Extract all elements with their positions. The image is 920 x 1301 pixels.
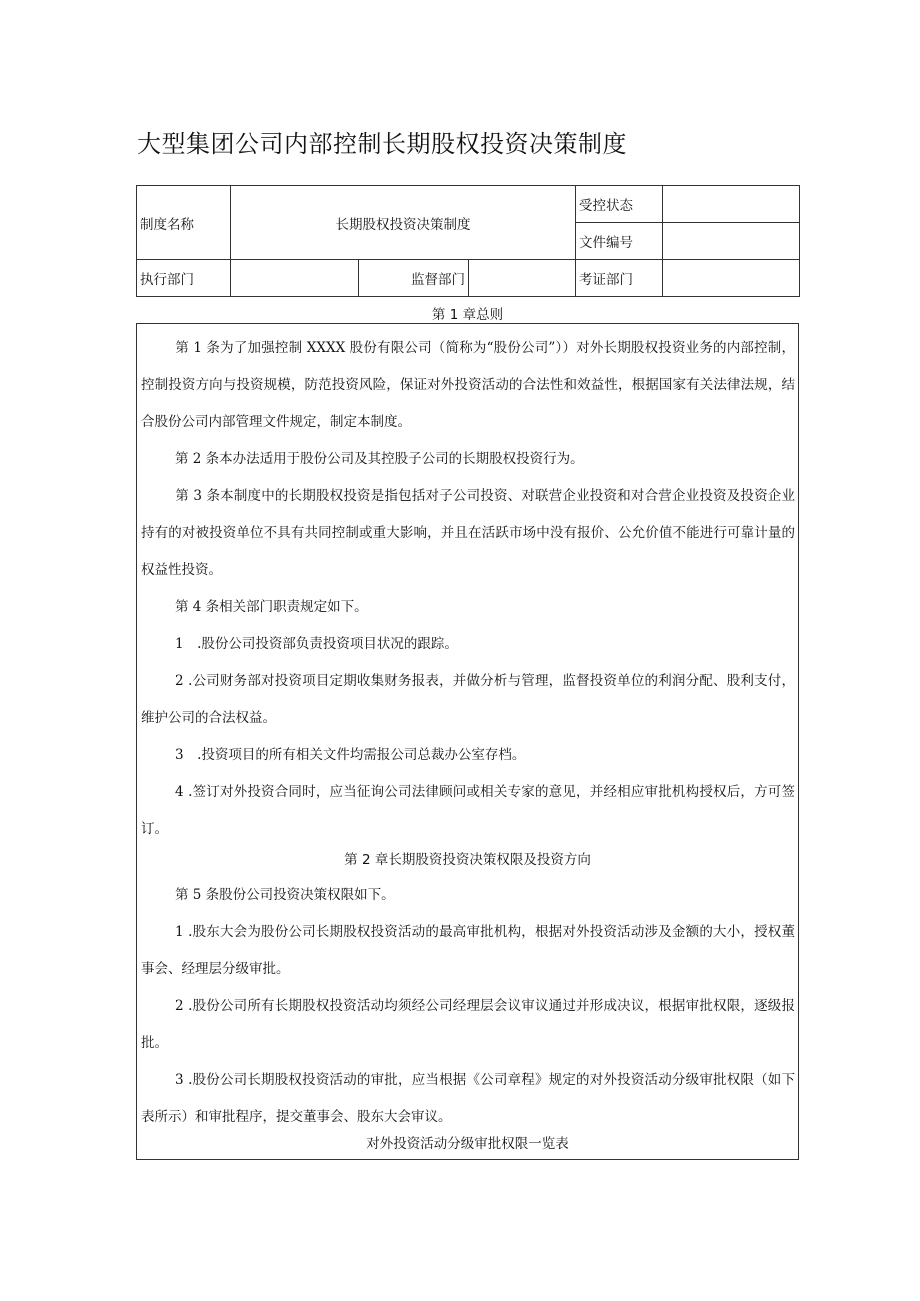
article-1: 第 1 条为了加强控制 XXXX 股份有限公司（简称为“股份公司”））对外长期股权投资业务的内部控制，控制投资方向与投资规模，防范投资风险，保证对外投资活动的合法性和效益性，根据国家有关法律法规，结合股份公司内部管理文件规定，制定本制度。 [141, 340, 795, 430]
supervise-dept-value [469, 260, 576, 297]
exec-dept-label: 执行部门 [137, 260, 231, 297]
article-3: 第 3 条本制度中的长期股权投资是指包括对子公司投资、对联营企业投资和对合营企业投资及投资企业持有的对被投资单位不具有共同控制或重大影响，并且在活跃市场中没有报价、公允价值不能进行可靠计量的权益性投资。 [141, 488, 795, 578]
name-value: 长期股权投资决策制度 [231, 186, 576, 260]
meta-table [136, 185, 800, 297]
document-title: 大型集团公司内部控制长期股权投资决策制度 [137, 130, 627, 158]
article-5: 第 5 条股份公司投资决策权限如下。 [175, 887, 395, 903]
control-status-value [663, 186, 800, 223]
supervise-dept-label: 监督部门 [359, 260, 469, 297]
article-5-item-3: 3 .股份公司长期股权投资活动的审批，应当根据《公司章程》规定的对外投资活动分级审批权限（如下表所示）和审批程序，提交董事会、股东大会审议。 [141, 1072, 795, 1125]
article-5-item-2: 2 .股份公司所有长期股权投资活动均须经公司经理层会议审议通过并形成决议，根据审批权限，逐级报批。 [141, 998, 795, 1051]
article-4: 第 4 条相关部门职责规定如下。 [175, 599, 368, 615]
article-4-item-3: 3 .投资项目的所有相关文件均需报公司总裁办公室存档。 [175, 747, 526, 763]
chapter-2-heading: 第 2 章长期股资投资决策权限及投资方向 [344, 852, 591, 868]
exec-dept-value [231, 260, 359, 297]
article-4-item-4: 4 .签订对外投资合同时，应当征询公司法律顾问或相关专家的意见，并经相应审批机构授权后，方可签订。 [141, 784, 795, 837]
document-body [136, 323, 799, 1160]
article-5-item-1: 1 .股东大会为股份公司长期股权投资活动的最高审批机构，根据对外投资活动涉及金额的大小，授权董事会、经理层分级审批。 [141, 924, 795, 977]
verify-dept-value [663, 260, 800, 297]
table-caption: 对外投资活动分级审批权限一览表 [366, 1136, 569, 1152]
chapter-1-heading: 第 1 章总则 [431, 307, 504, 323]
article-4-item-1: 1 .股份公司投资部负责投资项目状况的跟踪。 [175, 636, 458, 652]
article-4-item-2: 2 .公司财务部对投资项目定期收集财务报表，并做分析与管理，监督投资单位的利润分配、股利支付，维护公司的合法权益。 [141, 673, 795, 726]
name-label: 制度名称 [137, 186, 231, 260]
file-no-value [663, 223, 800, 260]
file-no-label: 文件编号 [576, 223, 663, 260]
control-status-label: 受控状态 [576, 186, 663, 223]
verify-dept-label: 考证部门 [576, 260, 663, 297]
article-2: 第 2 条本办法适用于股份公司及其控股子公司的长期股权投资行为。 [175, 451, 584, 467]
